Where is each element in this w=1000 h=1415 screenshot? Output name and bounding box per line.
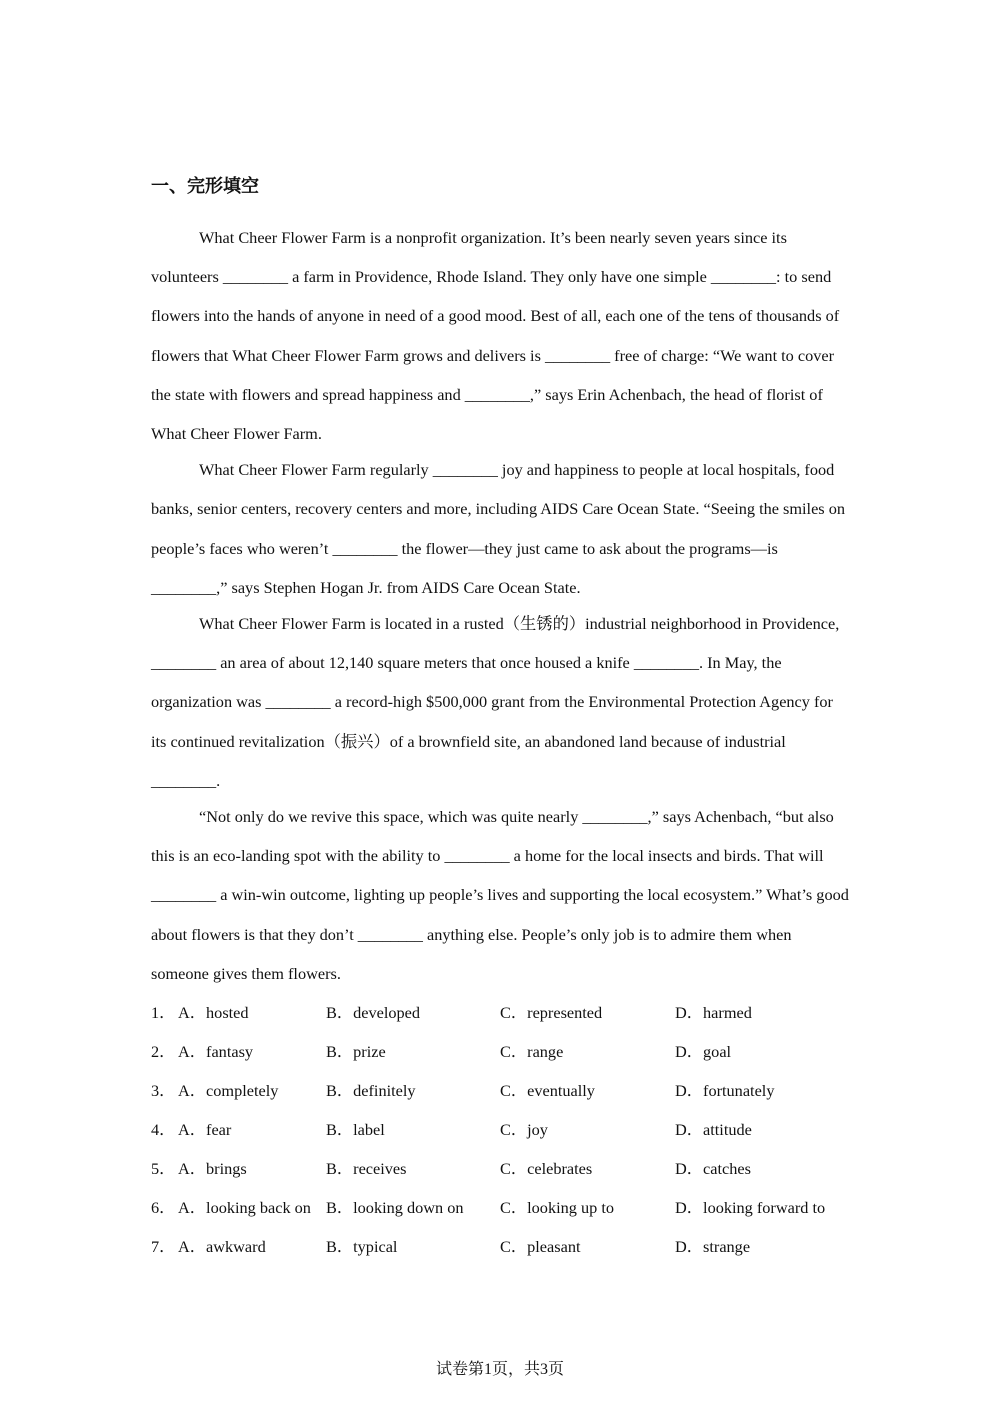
- option-c: C．represented: [500, 1003, 603, 1022]
- option-b: B．typical: [326, 1237, 398, 1256]
- question-number: 3．: [151, 1081, 176, 1100]
- option-d: D．goal: [675, 1042, 732, 1061]
- option-b: B．receives: [326, 1159, 407, 1178]
- passage-paragraph: “Not only do we revive this space, which was quite nearly ________,” says Achenbach, “but also this is an eco-landing spot with the ability to ________ a home for the local insects and birds. That will ________ a win-win outcome, lighting up people’s lives and supporting the local ecosystem.” What’s good about flowers is that they don’t ________ anything else. People’s only job is to admire them when someone gives them flowers.: [151, 807, 849, 983]
- option-a: A．awkward: [178, 1237, 266, 1256]
- option-a: A．fear: [178, 1120, 232, 1139]
- question-row: [151, 1032, 871, 1071]
- question-row: [151, 993, 871, 1032]
- question-options: [151, 993, 871, 1266]
- option-c: C．celebrates: [500, 1159, 593, 1178]
- option-c: C．joy: [500, 1120, 548, 1139]
- section-title: 一、完形填空: [151, 176, 259, 197]
- option-b: B．definitely: [326, 1081, 416, 1100]
- option-d: D．harmed: [675, 1003, 752, 1022]
- option-c: C．eventually: [500, 1081, 595, 1100]
- question-row: [151, 1149, 871, 1188]
- passage-paragraph: What Cheer Flower Farm regularly ________ joy and happiness to people at local hospitals, food banks, senior centers, recovery centers and more, including AIDS Care Ocean State. “Seeing the smiles on people’s faces who weren’t ________ the flower—they just came to ask about the programs—is ________,” says Stephen Hogan Jr. from AIDS Care Ocean State.: [151, 460, 845, 597]
- question-row: [151, 1227, 871, 1266]
- option-a: A．fantasy: [178, 1042, 254, 1061]
- option-c: C．looking up to: [500, 1198, 614, 1217]
- option-a: A．hosted: [178, 1003, 249, 1022]
- option-d: D．looking forward to: [675, 1198, 826, 1217]
- question-number: 4．: [151, 1120, 176, 1139]
- option-d: D．attitude: [675, 1120, 752, 1139]
- option-b: B．looking down on: [326, 1198, 464, 1217]
- question-number: 6．: [151, 1198, 176, 1217]
- question-number: 2．: [151, 1042, 176, 1061]
- question-number: 5．: [151, 1159, 176, 1178]
- option-d: D．fortunately: [675, 1081, 775, 1100]
- question-row: [151, 1188, 871, 1227]
- cloze-passage: [151, 218, 851, 990]
- option-c: C．pleasant: [500, 1237, 581, 1256]
- option-a: A．brings: [178, 1159, 247, 1178]
- option-d: D．catches: [675, 1159, 751, 1178]
- option-b: B．prize: [326, 1042, 386, 1061]
- option-a: A．completely: [178, 1081, 279, 1100]
- passage-paragraph: What Cheer Flower Farm is a nonprofit organization. It’s been nearly seven years since its volunteers ________ a farm in Providence, Rhode Island. They only have one simple ________: to send flowers into the hands of anyone in need of a good mood. Best of all, each one of the tens of thousands of flowers that What Cheer Flower Farm grows and delivers is ________ free of charge: “We want to cover the state with flowers and spread happiness and ________,” says Erin Achenbach, the head of florist of What Cheer Flower Farm.: [151, 228, 840, 444]
- option-d: D．strange: [675, 1237, 751, 1256]
- passage-paragraph: What Cheer Flower Farm is located in a rusted（生锈的）industrial neighborhood in Providence, ________ an area of about 12,140 square meters that once housed a knife ________. In May, the organization was ________ a record-high $500,000 grant from the Environmental Protection Agency for its continued revitalization（振兴）of a brownfield site, an abandoned land because of industrial ________.: [151, 614, 840, 790]
- question-number: 7．: [151, 1237, 176, 1256]
- option-c: C．range: [500, 1042, 564, 1061]
- option-b: B．label: [326, 1120, 385, 1139]
- question-row: [151, 1071, 871, 1110]
- question-row: [151, 1110, 871, 1149]
- page-footer: 试卷第1页，共3页: [435, 1361, 564, 1378]
- option-a: A．looking back on: [178, 1198, 311, 1217]
- option-b: B．developed: [326, 1003, 421, 1022]
- question-number: 1．: [151, 1003, 176, 1022]
